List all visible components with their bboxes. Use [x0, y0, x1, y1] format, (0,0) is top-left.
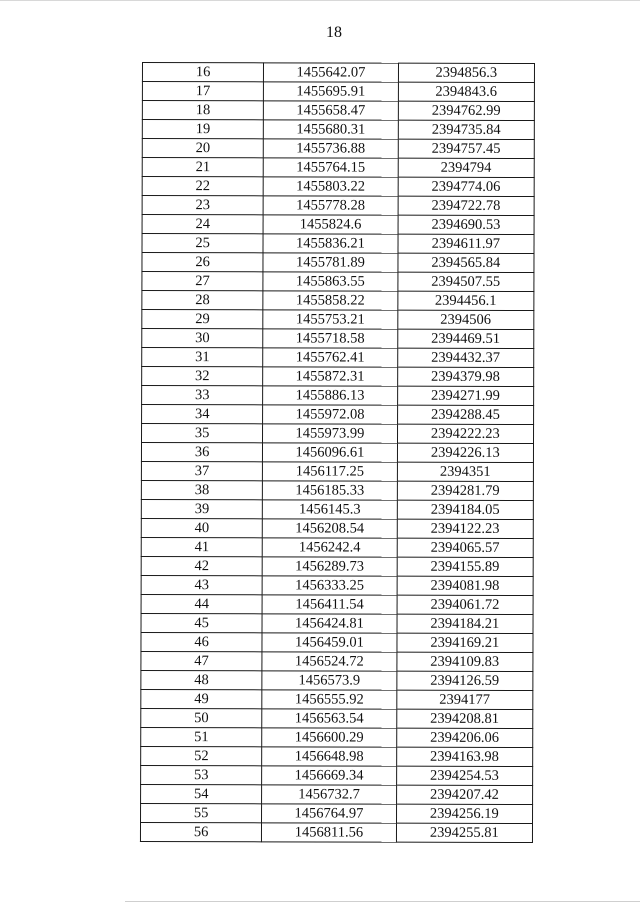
table-row	[141, 499, 533, 519]
table-row	[142, 63, 534, 83]
point-number-cell: 42	[141, 556, 262, 575]
point-number-cell: 43	[141, 575, 262, 594]
table-body	[140, 63, 534, 843]
table-row	[142, 291, 534, 311]
y-coordinate-cell: 2394065.57	[397, 538, 533, 557]
point-number-cell: 28	[142, 291, 263, 310]
table-row	[141, 518, 533, 538]
y-coordinate-cell: 2394255.81	[396, 823, 532, 842]
y-coordinate-cell: 2394061.72	[397, 595, 533, 614]
point-number-cell: 51	[141, 727, 262, 746]
table-row	[141, 480, 533, 500]
x-coordinate-cell: 1455973.99	[263, 424, 397, 443]
y-coordinate-cell: 2394109.83	[397, 652, 533, 671]
y-coordinate-cell: 2394177	[396, 690, 532, 709]
point-number-cell: 21	[142, 158, 263, 177]
table-row	[142, 329, 534, 349]
x-coordinate-cell: 1455736.88	[264, 139, 398, 158]
x-coordinate-cell: 1455858.22	[263, 291, 397, 310]
table-row	[141, 443, 533, 463]
coordinates-table	[140, 62, 535, 843]
point-number-cell: 34	[142, 405, 263, 424]
y-coordinate-cell: 2394256.19	[396, 804, 532, 823]
y-coordinate-cell: 2394169.21	[397, 633, 533, 652]
x-coordinate-cell: 1456117.25	[263, 462, 397, 481]
table-row	[142, 196, 534, 216]
table-row	[142, 272, 534, 292]
y-coordinate-cell: 2394611.97	[398, 234, 534, 253]
table-row	[141, 670, 533, 690]
x-coordinate-cell: 1456145.3	[263, 500, 397, 519]
x-coordinate-cell: 1456563.54	[262, 709, 396, 728]
y-coordinate-cell: 2394126.59	[396, 671, 532, 690]
table-row	[142, 215, 534, 235]
x-coordinate-cell: 1456555.92	[262, 690, 396, 709]
x-coordinate-cell: 1455836.21	[263, 234, 397, 253]
table-row	[141, 765, 533, 785]
point-number-cell: 17	[142, 82, 263, 101]
y-coordinate-cell: 2394565.84	[398, 253, 534, 272]
y-coordinate-cell: 2394208.81	[396, 709, 532, 728]
table-row	[141, 632, 533, 652]
x-coordinate-cell: 1456096.61	[263, 443, 397, 462]
y-coordinate-cell: 2394281.79	[397, 481, 533, 500]
table-row	[142, 82, 534, 102]
table-row	[141, 651, 533, 671]
y-coordinate-cell: 2394081.98	[397, 576, 533, 595]
table-row	[142, 139, 534, 159]
point-number-cell: 45	[141, 613, 262, 632]
table-row	[142, 367, 534, 387]
point-number-cell: 44	[141, 594, 262, 613]
x-coordinate-cell: 1456411.54	[262, 595, 396, 614]
point-number-cell: 41	[141, 537, 262, 556]
x-coordinate-cell: 1455824.6	[263, 215, 397, 234]
x-coordinate-cell: 1455680.31	[264, 120, 398, 139]
x-coordinate-cell: 1456459.01	[262, 633, 396, 652]
x-coordinate-cell: 1456424.81	[262, 614, 396, 633]
point-number-cell: 30	[142, 329, 263, 348]
x-coordinate-cell: 1455863.55	[263, 272, 397, 291]
x-coordinate-cell: 1455778.28	[263, 196, 397, 215]
x-coordinate-cell: 1455695.91	[264, 82, 398, 101]
x-coordinate-cell: 1455642.07	[264, 63, 398, 82]
x-coordinate-cell: 1455803.22	[263, 177, 397, 196]
y-coordinate-cell: 2394184.21	[397, 614, 533, 633]
y-coordinate-cell: 2394163.98	[396, 747, 532, 766]
top-edge-line	[0, 0, 640, 1]
y-coordinate-cell: 2394774.06	[398, 177, 534, 196]
y-coordinate-cell: 2394254.53	[396, 766, 532, 785]
table-row	[142, 120, 534, 140]
table-row	[141, 708, 533, 728]
y-coordinate-cell: 2394722.78	[398, 196, 534, 215]
x-coordinate-cell: 1455658.47	[264, 101, 398, 120]
table-row	[141, 803, 533, 823]
x-coordinate-cell: 1456524.72	[262, 652, 396, 671]
page-number: 18	[326, 24, 342, 41]
x-coordinate-cell: 1455753.21	[263, 310, 397, 329]
table-row	[141, 575, 533, 595]
table-row	[142, 424, 534, 444]
point-number-cell: 35	[142, 424, 263, 443]
table-row	[142, 158, 534, 178]
x-coordinate-cell: 1456208.54	[263, 519, 397, 538]
point-number-cell: 19	[142, 120, 263, 139]
x-coordinate-cell: 1456573.9	[262, 671, 396, 690]
point-number-cell: 24	[142, 215, 263, 234]
y-coordinate-cell: 2394735.84	[398, 120, 534, 139]
x-coordinate-cell: 1456648.98	[262, 747, 396, 766]
x-coordinate-cell: 1455886.13	[263, 386, 397, 405]
table-row	[141, 594, 533, 614]
point-number-cell: 31	[142, 348, 263, 367]
table-row	[142, 177, 534, 197]
x-coordinate-cell: 1455764.15	[263, 158, 397, 177]
point-number-cell: 26	[142, 253, 263, 272]
point-number-cell: 36	[141, 443, 262, 462]
x-coordinate-cell: 1455972.08	[263, 405, 397, 424]
y-coordinate-cell: 2394469.51	[397, 329, 533, 348]
x-coordinate-cell: 1456242.4	[263, 538, 397, 557]
y-coordinate-cell: 2394432.37	[397, 348, 533, 367]
table-row	[142, 234, 534, 254]
x-coordinate-cell: 1456811.56	[262, 823, 396, 842]
x-coordinate-cell: 1456764.97	[262, 804, 396, 823]
point-number-cell: 52	[141, 746, 262, 765]
y-coordinate-cell: 2394762.99	[398, 101, 534, 120]
y-coordinate-cell: 2394351	[397, 462, 533, 481]
x-coordinate-cell: 1455762.41	[263, 348, 397, 367]
table-row	[141, 613, 533, 633]
table-row	[141, 746, 533, 766]
table-row	[141, 689, 533, 709]
point-number-cell: 46	[141, 632, 262, 651]
table-row	[141, 727, 533, 747]
point-number-cell: 49	[141, 689, 262, 708]
point-number-cell: 50	[141, 708, 262, 727]
point-number-cell: 27	[142, 272, 263, 291]
y-coordinate-cell: 2394379.98	[397, 367, 533, 386]
table-row	[142, 386, 534, 406]
y-coordinate-cell: 2394271.99	[397, 386, 533, 405]
x-coordinate-cell: 1456732.7	[262, 785, 396, 804]
table-row	[142, 405, 534, 425]
x-coordinate-cell: 1455781.89	[263, 253, 397, 272]
x-coordinate-cell: 1456600.29	[262, 728, 396, 747]
y-coordinate-cell: 2394506	[397, 310, 533, 329]
point-number-cell: 18	[142, 101, 263, 120]
y-coordinate-cell: 2394226.13	[397, 443, 533, 462]
y-coordinate-cell: 2394288.45	[397, 405, 533, 424]
point-number-cell: 40	[141, 518, 262, 537]
y-coordinate-cell: 2394155.89	[397, 557, 533, 576]
x-coordinate-cell: 1455872.31	[263, 367, 397, 386]
table-row	[140, 822, 532, 842]
point-number-cell: 33	[142, 386, 263, 405]
point-number-cell: 25	[142, 234, 263, 253]
table-row	[142, 253, 534, 273]
point-number-cell: 37	[141, 461, 262, 480]
y-coordinate-cell: 2394184.05	[397, 500, 533, 519]
point-number-cell: 53	[141, 765, 262, 784]
table-row	[141, 556, 533, 576]
table-row	[142, 101, 534, 121]
table-row	[141, 461, 533, 481]
y-coordinate-cell: 2394456.1	[397, 291, 533, 310]
point-number-cell: 20	[142, 139, 263, 158]
x-coordinate-cell: 1456333.25	[262, 576, 396, 595]
y-coordinate-cell: 2394757.45	[398, 139, 534, 158]
y-coordinate-cell: 2394222.23	[397, 424, 533, 443]
point-number-cell: 55	[141, 803, 262, 822]
bottom-edge-line	[125, 901, 640, 902]
table-row	[141, 537, 533, 557]
y-coordinate-cell: 2394207.42	[396, 785, 532, 804]
point-number-cell: 16	[142, 63, 263, 82]
x-coordinate-cell: 1456669.34	[262, 766, 396, 785]
y-coordinate-cell: 2394122.23	[397, 519, 533, 538]
point-number-cell: 54	[141, 784, 262, 803]
table-row	[142, 348, 534, 368]
point-number-cell: 56	[140, 822, 261, 841]
table-row	[142, 310, 534, 330]
y-coordinate-cell: 2394206.06	[396, 728, 532, 747]
point-number-cell: 22	[142, 177, 263, 196]
x-coordinate-cell: 1455718.58	[263, 329, 397, 348]
y-coordinate-cell: 2394856.3	[398, 63, 534, 82]
point-number-cell: 32	[142, 367, 263, 386]
x-coordinate-cell: 1456289.73	[262, 557, 396, 576]
point-number-cell: 29	[142, 310, 263, 329]
point-number-cell: 23	[142, 196, 263, 215]
y-coordinate-cell: 2394507.55	[398, 272, 534, 291]
y-coordinate-cell: 2394843.6	[398, 82, 534, 101]
point-number-cell: 39	[141, 499, 262, 518]
table-row	[141, 784, 533, 804]
point-number-cell: 38	[141, 480, 262, 499]
point-number-cell: 47	[141, 651, 262, 670]
y-coordinate-cell: 2394690.53	[398, 215, 534, 234]
point-number-cell: 48	[141, 670, 262, 689]
y-coordinate-cell: 2394794	[398, 158, 534, 177]
x-coordinate-cell: 1456185.33	[263, 481, 397, 500]
